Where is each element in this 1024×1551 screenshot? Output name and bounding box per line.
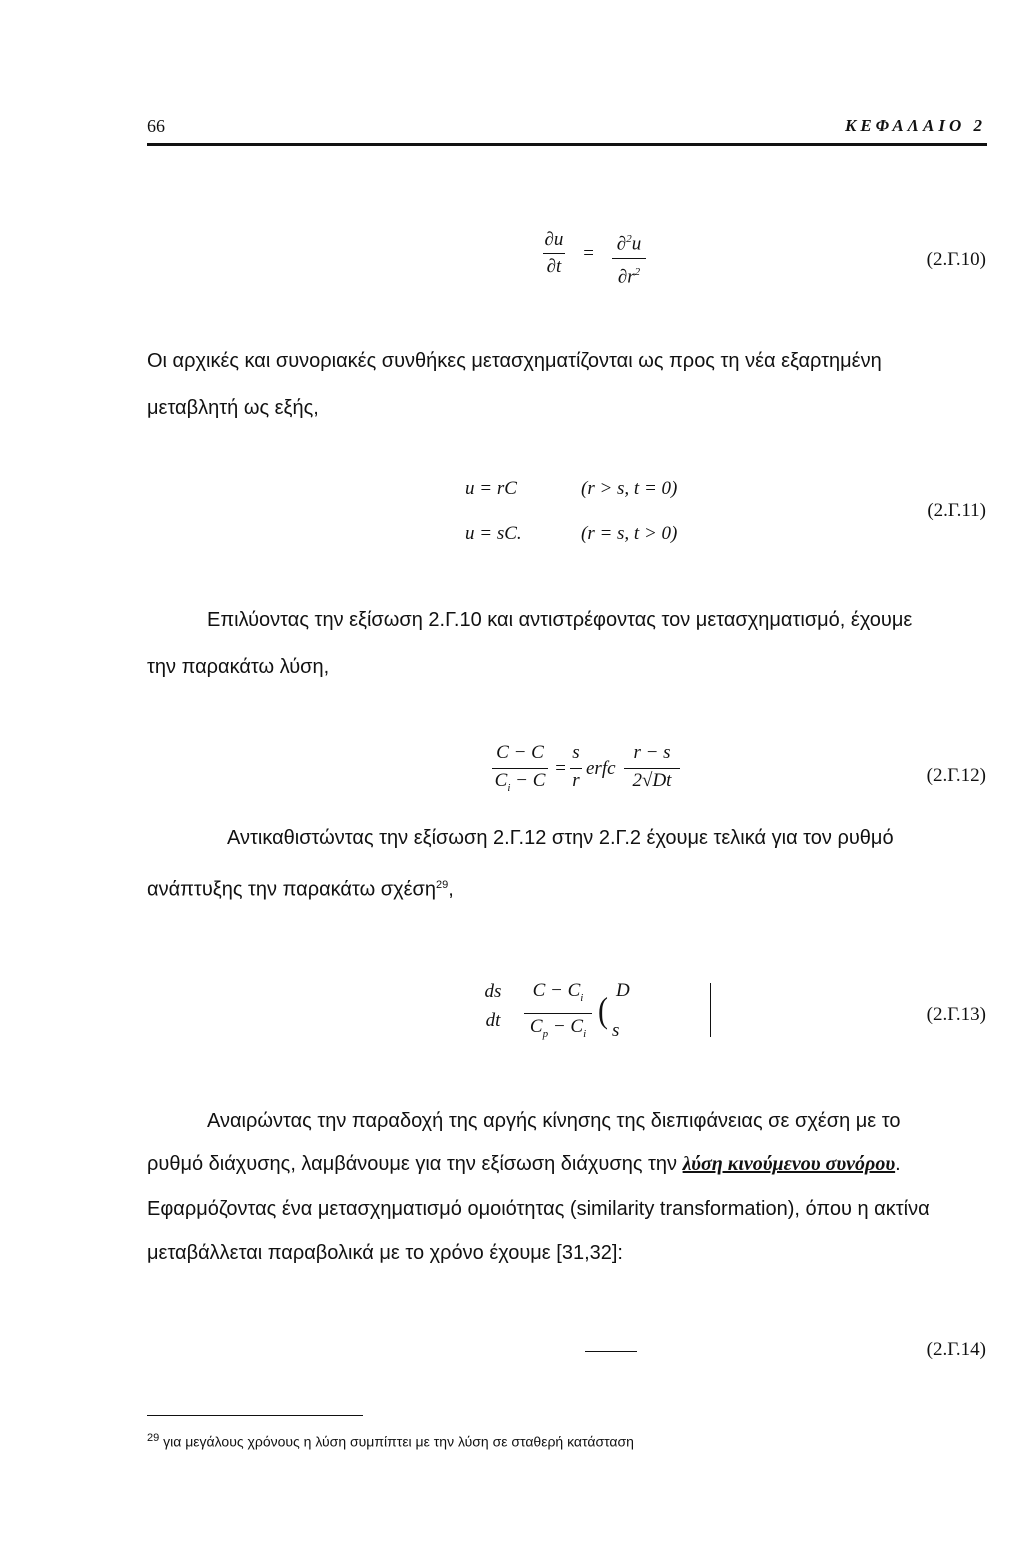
paragraph-line: την παρακάτω λύση, — [147, 656, 330, 678]
header-rule — [147, 143, 987, 146]
paragraph-line: μεταβλητή ως εξής, — [147, 397, 319, 419]
paragraph-line: Αντικαθιστώντας την εξίσωση 2.Γ.12 στην 2.Γ.2 έχουμε τελικά για τον ρυθμό — [227, 827, 894, 849]
equation-label: (2.Γ.11) — [927, 500, 986, 521]
paragraph-line: Αναιρώντας την παραδοχή της αργής κίνησης της διεπιφάνειας σε σχέση με το — [207, 1110, 901, 1132]
equation-2-g-14-dash — [585, 1351, 637, 1352]
equation-label: (2.Γ.10) — [926, 249, 986, 270]
paragraph-line: Εφαρμόζοντας ένα μετασχηματισμό ομοιότητας (similarity transformation), όπου η ακτίνα — [147, 1198, 930, 1220]
equation-label: (2.Γ.14) — [926, 1339, 986, 1360]
footnote-reference[interactable]: 29 — [435, 879, 449, 891]
paragraph-line: Επιλύοντας την εξίσωση 2.Γ.10 και αντιστρέφοντας τον μετασχηματισμό, έχουμε — [207, 609, 913, 631]
condition-left: u = rC — [465, 478, 517, 499]
paragraph-line: μεταβάλλεται παραβολικά με το χρόνο έχουμε [31,32]: — [147, 1242, 623, 1264]
equation-2-g-10: ∂u ∂t = ∂$^2$u $\partial r^2$ — [520, 228, 690, 288]
paragraph-text: ρυθμό διάχυσης, λαμβάνουμε για την εξίσωση διάχυσης την — [147, 1153, 683, 1175]
condition-right: (r > s, t = 0) — [581, 478, 678, 499]
footnote-rule — [147, 1415, 363, 1416]
footnote-text: για μεγάλους χρόνους η λύση συμπίπτει με την λύση σε σταθερή κατάσταση — [163, 1433, 634, 1450]
condition-right: (r = s, t > 0) — [581, 523, 678, 544]
paragraph-text: , — [448, 878, 454, 901]
condition-left: u = sC. — [465, 523, 522, 544]
footnote — [147, 1432, 634, 1450]
equation-label: (2.Γ.12) — [926, 765, 986, 786]
page-number: 66 — [147, 116, 165, 136]
paragraph-text: ανάπτυξης την παρακάτω σχέση — [147, 878, 436, 901]
chapter-title: ΚΕΦΑΛΑΙΟ 2 — [844, 116, 986, 135]
paragraph-line — [147, 1154, 1007, 1174]
paragraph-text: . — [895, 1153, 901, 1175]
paragraph-line — [147, 875, 1007, 900]
equation-2-g-12: C − C $C_i - C$ = s r erfc r − s 2√Dt — [490, 742, 730, 812]
paragraph-line: Οι αρχικές και συνοριακές συνθήκες μετασχηματίζονται ως προς τη νέα εξαρτημένη — [147, 350, 882, 372]
footnote-marker: 29 — [147, 1432, 160, 1444]
equation-label: (2.Γ.13) — [926, 1004, 986, 1025]
equation-2-g-13: ds dt $C - C_i$ $C_p - C_i$ ( D s — [478, 980, 738, 1054]
moving-boundary-link[interactable]: λύση κινούμενου συνόρου — [682, 1153, 896, 1175]
